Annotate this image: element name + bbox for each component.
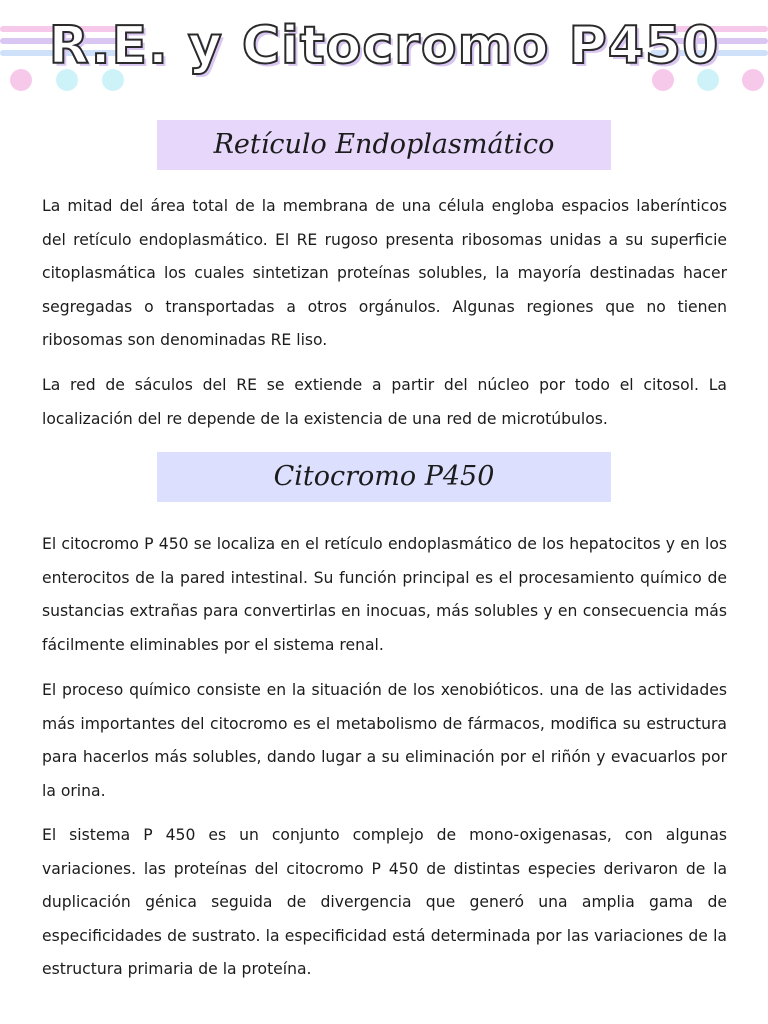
section-heading-citocromo: Citocromo P450	[157, 452, 611, 502]
paragraph-re-saculos: La red de sáculos del RE se extiende a partir del núcleo por todo el citosol. La localización del re depende de la existencia de una red de microtúbulos.	[42, 376, 727, 428]
paragraph-re-membrana: La mitad del área total de la membrana de una célula engloba espacios laberínticos del retículo endoplasmático. El RE rugoso presenta ribosomas unidas a su superficie citoplasmática los cuales sintetizan proteínas solubles, la mayoría destinadas hacer segregadas o transportadas a otros orgánulos. Algunas regiones que no tienen ribosomas son denominadas RE liso.	[42, 197, 727, 350]
paragraph-citocromo-proceso: El proceso químico consiste en la situación de los xenobióticos. una de las actividades más importantes del citocromo es el metabolismo de fármacos, modifica su estructura para hacerlos más solubles, dando lugar a su eliminación por el riñón y evacuarlos por la orina.	[42, 681, 727, 800]
paragraph-citocromo-sistema: El sistema P 450 es un conjunto complejo de mono-oxigenasas, con algunas variaciones. las proteínas del citocromo P 450 de distintas especies derivaron de la duplicación génica seguida de divergencia que generó una amplia gama de especificidades de sustrato. la especificidad está determinada por las variaciones de la estructura primaria de la proteína.	[42, 826, 727, 979]
page-title: R.E. y Citocromo P450	[48, 16, 720, 76]
paragraph-citocromo-localizacion: El citocromo P 450 se localiza en el retículo endoplasmático de los hepatocitos y en los enterocitos de la pared intestinal. Su función principal es el procesamiento químico de sustancias extrañas para convertirlas en inocuas, más solubles y en consecuencia más fácilmente eliminables por el sistema renal.	[42, 535, 727, 654]
section-heading-reticulo: Retículo Endoplasmático	[157, 120, 611, 170]
